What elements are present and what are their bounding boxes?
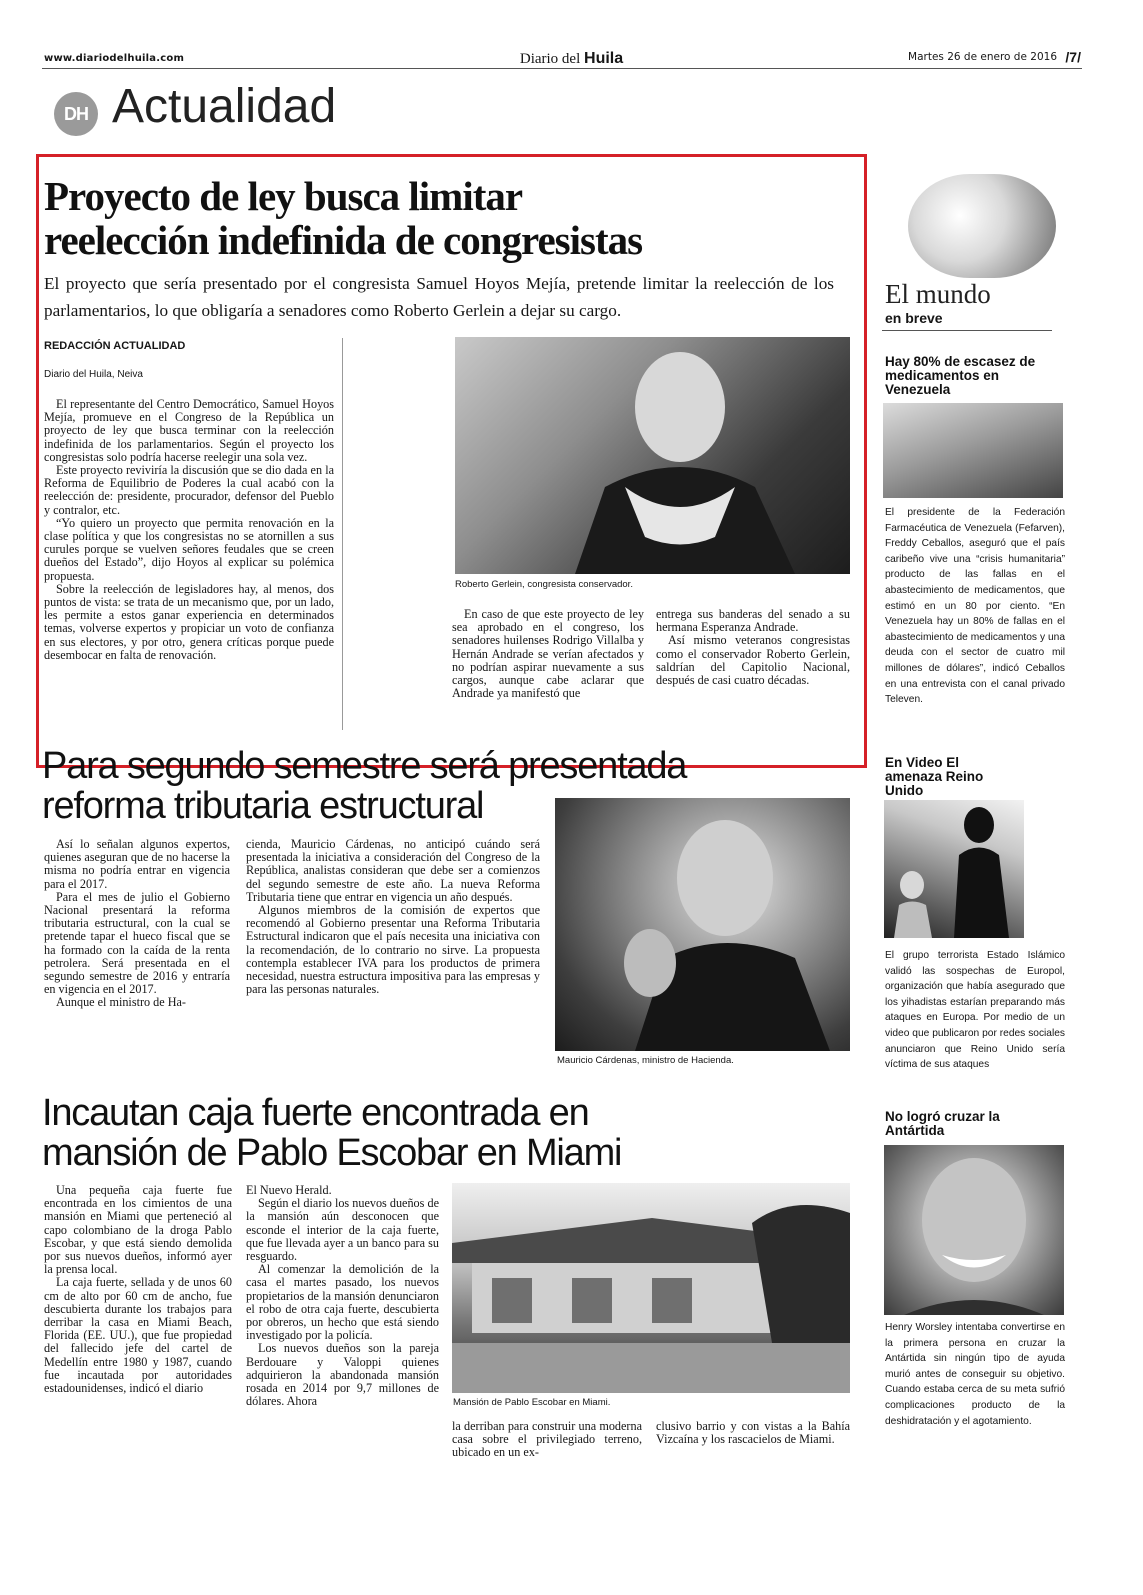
article1-photo: [455, 337, 850, 574]
article2-headline-line1: Para segundo semestre será presentada: [42, 745, 687, 787]
issue-date: Martes 26 de enero de 2016: [908, 51, 1057, 63]
paragraph: Sobre la reelección de legisladores hay, al menos, dos puntos de vista: se trata de un mecanismo que, por un lado, les permite a estos ganar experiencia en determinados temas, volverse expertos y propiciar un voto de confianza en sus electores, y por otro, genera críticas porque puede desembocar en falta de renovación.: [44, 581, 334, 662]
article2-column2: [246, 838, 540, 996]
portrait-photo-icon: [555, 798, 850, 1051]
paragraph: Así lo señalan algunos expertos, quienes aseguran que de no hacerse la misma no podría entrar en vigencia para el 2017.: [44, 837, 230, 891]
sidebar-item2-photo: [884, 800, 1024, 938]
article2-photo-caption: Mauricio Cárdenas, ministro de Hacienda.: [557, 1055, 734, 1066]
article2-column1: [44, 838, 230, 1010]
dh-logo-icon: DH: [54, 92, 98, 136]
article1-column2: [452, 608, 644, 700]
section-title: Actualidad: [112, 80, 337, 133]
article3-headline-line1: Incautan caja fuerte encontrada en: [42, 1092, 589, 1134]
article3-column3: [452, 1420, 642, 1460]
article1-column1: [44, 398, 334, 662]
article3-photo-caption: Mansión de Pablo Escobar en Miami.: [453, 1397, 611, 1408]
sidebar-item3-headline: No logró cruzar la Antártida: [885, 1109, 1000, 1138]
paragraph: Una pequeña caja fuerte fue encontrada en los cimientos de una mansión en Miami que perteneció al capo colombiano de la droga Pablo Escobar, y que está siendo demolida por sus nuevos dueños, informó ayer la prensa local.: [44, 1183, 232, 1277]
article3-column1: [44, 1184, 232, 1395]
paragraph: En caso de que este proyecto de ley sea aprobado en el congreso, los senadores huilenses Rodrigo Villalba y Hernán Andrade se verían afectados y no podrían aspirar nuevamente a sus cargos, aunque cabe aclarar que Andrade ya manifestó que: [452, 607, 644, 701]
article3-headline: [42, 1093, 662, 1174]
article1-dateline: Diario del Huila, Neiva: [44, 369, 143, 380]
sidebar-item1-body: El presidente de la Federación Farmacéutica de Venezuela (Fefarven), Freddy Ceballos, aseguró que el país caribeño vive una “crisis humanitaria” producto de las fallas en el abastecimiento de medicamentos, que estimó en un 80 por ciento. “En Venezuela hay un 80% de fallas en el abastecimiento de medicamentos y una deuda con el sector de cuatro mil millones de dólares”, indicó Ceballos en una entrevista con el canal privado Televen.: [885, 507, 1065, 706]
paragraph: Al comenzar la demolición de la casa el martes pasado, los nuevos propietarios de la mansión denunciaron el robo de otra caja fuerte, descubierta por obreros, un hecho que está siendo investigado por la policía.: [246, 1262, 439, 1343]
paragraph: Algunos miembros de la comisión de expertos que recomendó al Gobierno presentar una Reforma Tributaria Estructural indicaron que el país necesita una iniciativa con la recomendación, de lo contrario no sirve. La propuesta contempla establecer IVA para los productos de primera necesidad, nuestra estructura impositiva para las empresas y para las personas naturales.: [246, 903, 540, 997]
article1-byline: REDACCIÓN ACTUALIDAD: [44, 340, 186, 352]
paragraph: Así mismo veteranos congresistas como el conservador Roberto Gerlein, saldrían del Capitolio Nacional, después de casi cuatro décadas.: [656, 633, 850, 688]
paragraph: Este proyecto reviviría la discusión que se dio dada en la Reforma de Equilibrio de Poderes la cual acabó con la reelección de: presidente, procurador, defensor del Pueblo y contralor, etc.: [44, 463, 334, 517]
paragraph: La caja fuerte, sellada y de unos 60 cm de alto por 60 cm de ancho, fue descubierta durante los trabajos para derribar la casa en Miami Beach, Florida (EE. UU.), que fue propiedad del fallecido jefe del cartel de Medellín entre 1980 y 1987, cuando fue incautada por autoridades estadounidenses, indicó el diario: [44, 1275, 232, 1396]
portrait-photo-icon: [455, 337, 850, 574]
article1-photo-caption: Roberto Gerlein, congresista conservador.: [455, 579, 633, 590]
sidebar-item3-photo: [884, 1145, 1064, 1315]
paragraph: El Nuevo Herald.: [246, 1183, 332, 1197]
sidebar-title: El mundo: [885, 279, 991, 309]
paragraph: Los nuevos dueños son la pareja Berdouare y Valoppi quienes adquirieron la abandonada mansión rosada en 2014 por 9,7 millones de dólares. Ahora: [246, 1341, 439, 1409]
article3-headline-line2: mansión de Pablo Escobar en Miami: [42, 1132, 622, 1175]
newspaper-name-prefix: Diario del: [519, 51, 585, 67]
paragraph: El representante del Centro Democrático, Samuel Hoyos Mejía, promueve en el Congreso de la República un proyecto de ley que busca terminar con la reelección indefinida de los parlamentarios. Según el proyecto los congresistas solo podría hacerse reelegir una sola vez.: [44, 397, 334, 464]
paragraph: cienda, Mauricio Cárdenas, no anticipó cuándo será presentada la iniciativa a consideración del Congreso de la República, analistas consideran que debe ser a comienzos del segundo semestre de este año. La nueva Reforma Tributaria tiene que entrar en vigencia un año después.: [246, 837, 540, 904]
article3-photo: [452, 1183, 850, 1393]
paragraph: entrega sus banderas del senado a su hermana Esperanza Andrade.: [656, 607, 850, 635]
site-url[interactable]: www.diariodelhuila.com: [44, 53, 185, 64]
article1-headline: [44, 174, 844, 263]
article3-column2: [246, 1184, 439, 1408]
sidebar-item2-headline: En Video El amenaza Reino Unido: [885, 755, 984, 798]
article1-lede: El proyecto que sería presentado por el congresista Samuel Hoyos Mejía, pretende limitar la reelección de los parlamentarios, lo que obligaría a senadores como Roberto Gerlein a dejar su cargo.: [44, 274, 834, 320]
paragraph: Aunque el ministro de Ha-: [56, 995, 186, 1010]
paragraph: clusivo barrio y con vistas a la Bahía Vizcaína y los rascacielos de Miami.: [656, 1419, 850, 1447]
paragraph: la derriban para construir una moderna casa sobre el privilegiado terreno, ubicado en un ex-: [452, 1419, 642, 1460]
portrait-photo-icon: [884, 1145, 1064, 1315]
article1-headline-line1: Proyecto de ley busca limitar: [44, 173, 523, 219]
paragraph: Según el diario los nuevos dueños de la mansión aún desconocen que esconde el interior de la caja fuerte, que fue llevada ayer a un banco para su resguardo.: [246, 1196, 439, 1264]
paragraph: Para el mes de julio el Gobierno Nacional presentará la reforma tributaria estructural, con la cual se pretende tapar el hueco fiscal que se ha formado con la caída de la renta petrolera. Será presentada en el segundo semestre de 2016 y entraría en vigencia en el 2017.: [44, 889, 230, 997]
sidebar-item3-body: Henry Worsley intentaba convertirse en la primera persona en cruzar la Antártida sin ningún tipo de ayuda murió antes de conseguir su objetivo. Cuando estaba cerca de su meta sufrió complicaciones producto de la deshidratación y el agotamiento.: [885, 1322, 1065, 1427]
column-divider: [342, 338, 343, 730]
sidebar-item2-body: El grupo terrorista Estado Islámico validó las sospechas de Europol, organización que había asegurado que los yihadistas estarían preparando más ataques en Europa. Por medio de un video que publicaron por redes sociales anunciaron que Reino Unido sería víctima de sus ataques: [885, 950, 1065, 1071]
paragraph: “Yo quiero un proyecto que permita renovación en la clase política y que los congresistas no se atornillen a sus curules porque se vuelven señores feudales que se creen dueños del Estado”, dijo Hoyos al explicar su polémica propuesta.: [44, 515, 334, 583]
article1-headline-line2: reelección indefinida de congresistas: [44, 217, 643, 264]
sidebar-rule: [882, 330, 1052, 331]
mansion-photo-icon: [452, 1183, 850, 1393]
masked-figure-photo-icon: [884, 800, 1024, 938]
header-rule: [42, 68, 1082, 69]
article1-column3: [656, 608, 850, 687]
page-number: /7/: [1065, 49, 1081, 65]
sidebar-subtitle: en breve: [885, 310, 943, 326]
globe-icon: [908, 174, 1056, 278]
article3-column4: [656, 1420, 850, 1446]
article2-headline-line2: reforma tributaria estructural: [42, 785, 484, 828]
newspaper-name-bold: Huila: [584, 50, 624, 67]
article2-photo: [555, 798, 850, 1051]
sidebar-item1-photo: [883, 403, 1063, 498]
sidebar-item1-headline: Hay 80% de escasez de medicamentos en Venezuela: [885, 354, 1036, 397]
